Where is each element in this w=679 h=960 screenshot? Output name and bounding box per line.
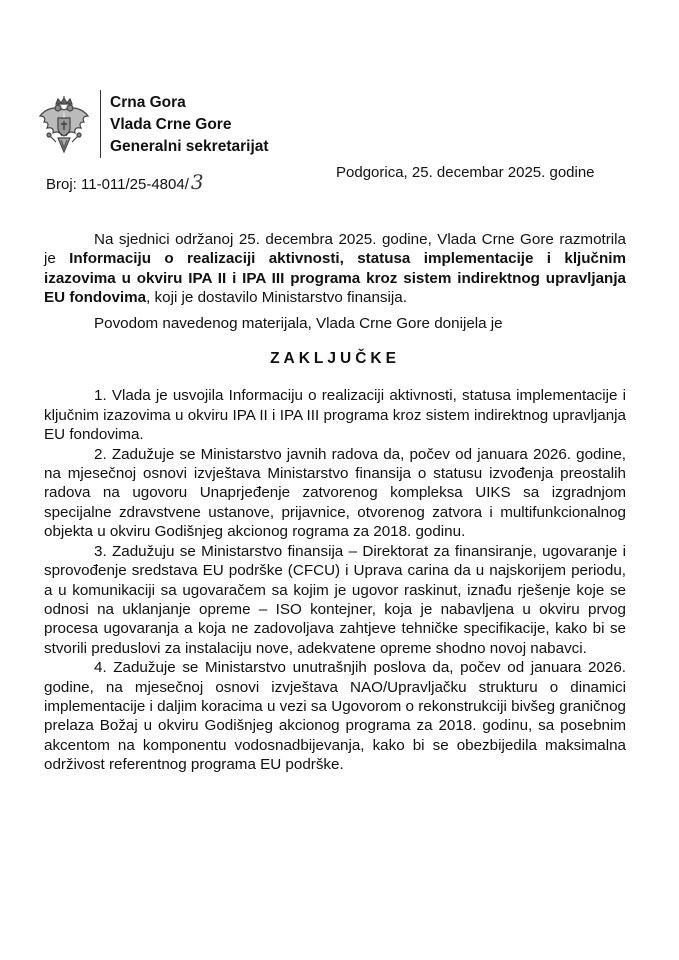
institution-block xyxy=(110,92,269,158)
header-divider xyxy=(100,90,101,158)
institution-country: Crna Gora xyxy=(110,94,186,111)
conclusion-2: 2. Zadužuje se Ministarstvo javnih radova da, počev od januara 2026. godine, na mjesečnoj osnovi izvještava Ministarstvo finansija o statusu izvođenja preostalih radova na ugovoru Unaprjeđenje zatvorenog kompleksa UIKS sa izgradnjom specijalne zdravstvene ustanove, prijavnice, otvorenog zatvora i multifunkcionalnog objekta u okviru Godišnjeg akcionog rograma za 2018. godinu. xyxy=(44,445,626,541)
institution-government: Vlada Crne Gore xyxy=(110,116,232,133)
conclusion-3: 3. Zadužuju se Ministarstvo finansija – Direktorat za finansiranje, ugovaranje i sprovođenje sredstava EU podrške (CFCU) i Uprava carina da u najskorijem periodu, a u komunikaciji sa ugovaračem sa kojim je ugovor raskinut, iznađu rješenje koje se odnosi na uklanjanje opreme – ISO kontejner, koja je nabavljena u okviru prvog procesa ugovaranja a koja ne zadovoljava zahtjeve tehničke specifikacije, kako bi se stvorili preduslovi za instalaciju nove, adekvatene opreme shodno novoj nabavci. xyxy=(44,542,626,657)
conclusion-4: 4. Zadužuje se Ministarstvo unutrašnjih poslova da, počev od januara 2026. godine, na mjesečnoj osnovi izvještava NAO/Upravljačku strukturu o dinamici implementacije i daljim koracima u vezi sa Ugovorom o rekonstrukciji bivšeg graničnog prelaza Božaj u okviru Godišnjeg akcionog programa za 2018. godinu, sa posebnim akcentom na komponentu vodosnadbijevanja, kako bi se obezbijedila maksimalna održivost referentnog programa EU podrške. xyxy=(44,659,626,774)
reference-number-text: Broj: 11-011/25-4804/ xyxy=(46,176,189,193)
conclusion-1: 1. Vlada je usvojila Informaciju o realizaciji aktivnosti, statusa implementacije i ključnim izazovima u okviru IPA II i IPA III programa kroz sistem indirektnog upravljanja EU fondovima. xyxy=(44,387,626,444)
institution-secretariat: Generalni sekretarijat xyxy=(110,138,269,155)
reference-number xyxy=(46,170,204,194)
conclusions-heading: ZAKLJUČKE xyxy=(270,350,400,368)
place-and-date: Podgorica, 25. decembar 2025. godine xyxy=(336,164,595,181)
intro-paragraph-2: Povodom navedenog materijala, Vlada Crne Gore donijela je xyxy=(94,314,503,332)
intro-text-end: , koji je dostavilo Ministarstvo finansija. xyxy=(146,289,407,307)
reference-number-handwritten: 3 xyxy=(190,170,204,194)
intro-paragraph xyxy=(44,230,626,308)
intro-text-start: Na sjednici održanoj 25. decembra 2025. godine, Vlada Crne Gore razmotrila je xyxy=(44,231,626,268)
intro-text-bold: Informaciju o realizaciji aktivnosti, statusa implementacije i ključnim izazovima u okviru IPA II i IPA III programa kroz sistem indirektnog upravljanja EU fondovima xyxy=(44,250,626,307)
document-body xyxy=(44,230,626,775)
coat-of-arms-icon xyxy=(36,96,92,156)
